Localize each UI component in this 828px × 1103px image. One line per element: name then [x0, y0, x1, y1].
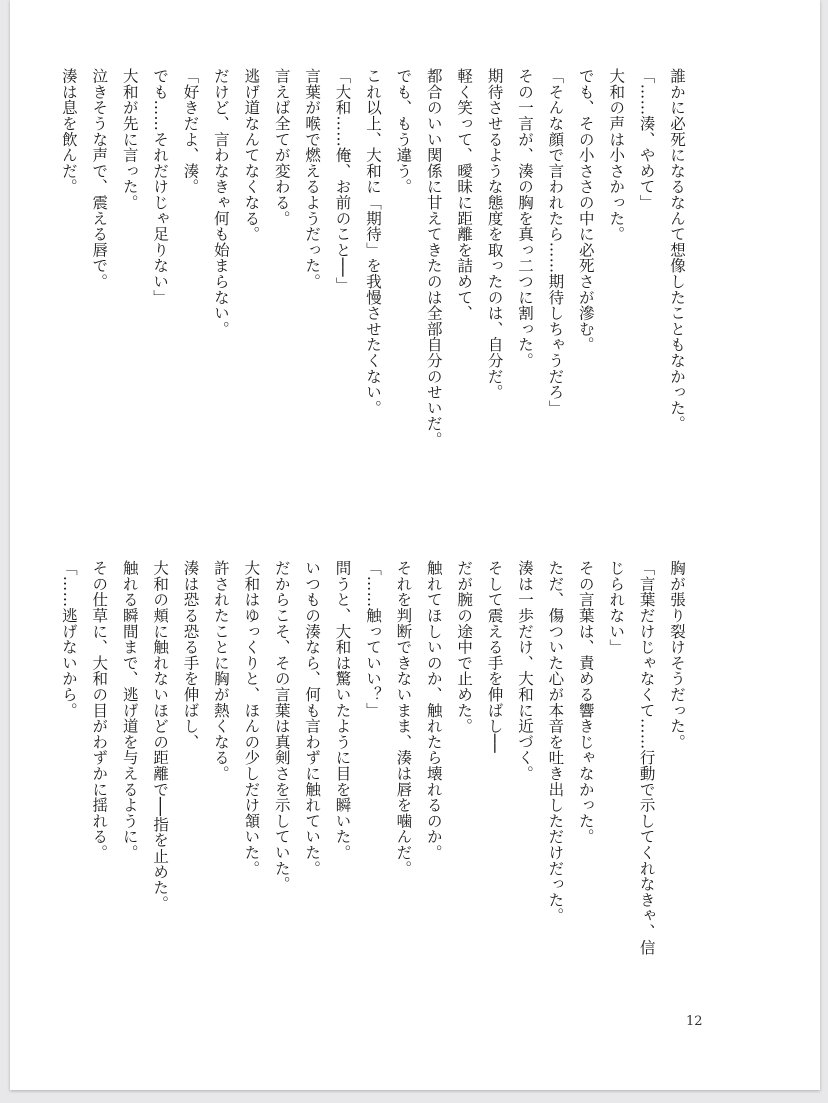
text-line: 「そんな顔で言われたら……期待しちゃうだろ」: [546, 68, 565, 416]
text-block-top: [59, 68, 692, 538]
text-line: 胸が張り裂けそうだった。: [668, 560, 686, 750]
text-line: 湊は一歩だけ、大和に近づく。: [515, 560, 534, 782]
text-line: 期待させるような態度を取ったのは、自分だ。: [485, 68, 504, 400]
text-line: その仕草に、大和の目がわずかに揺れる。: [90, 560, 109, 861]
text-line: だからこそ、その言葉は真剣さを示していた。: [272, 560, 291, 892]
text-line: その言葉は、責める響きじゃなかった。: [576, 560, 595, 845]
text-line: 大和が先に言った。: [120, 68, 139, 211]
text-line: 「……触っていい？」: [363, 560, 382, 718]
book-page: [10, 0, 820, 1090]
text-line: 「……逃げないから。: [59, 560, 78, 718]
text-line: じられない」: [607, 560, 626, 655]
text-line: 許されたことに胸が熱くなる。: [211, 560, 230, 782]
text-line: 問うと、大和は驚いたように目を瞬いた。: [333, 560, 352, 861]
text-line: 軽く笑って、曖昧に距離を詰めて、: [455, 68, 474, 321]
page-number: 12: [686, 1014, 703, 1029]
text-line: だけど、言わなきゃ何も始まらない。: [211, 68, 230, 337]
text-line: 大和の声は小さかった。: [607, 68, 626, 242]
text-line: 湊は息を飲んだ。: [59, 68, 78, 195]
text-line: 言えば全てが変わる。: [272, 68, 291, 226]
text-line: だが腕の途中で止めた。: [455, 560, 474, 734]
text-line: 「大和……俺、お前のこと──」: [333, 68, 352, 293]
text-line: でも、その小ささの中に必死さが滲む。: [576, 68, 595, 353]
text-block-bottom: [59, 560, 692, 980]
text-line: 大和はゆっくりと、ほんの少しだけ頷いた。: [242, 560, 261, 876]
text-line: その一言が、湊の胸を真っ二つに割った。: [515, 68, 534, 369]
text-line: 都合のいい関係に甘えてきたのは全部自分のせいだ。: [424, 68, 443, 448]
text-line: これ以上、大和に「期待」を我慢させたくない。: [363, 68, 382, 416]
text-line: それを判断できないまま、湊は唇を噛んだ。: [394, 560, 413, 876]
text-line: 逃げ道なんてなくなる。: [242, 68, 261, 242]
text-line: 「言葉だけじゃなくて……行動で示してくれなきゃ、信: [637, 560, 656, 955]
text-line: 触れる瞬間まで、逃げ道を与えるように。: [120, 560, 139, 861]
text-line: 泣きそうな声で、震える唇で。: [90, 68, 109, 290]
text-line: そして震える手を伸ばし──: [485, 560, 504, 754]
text-line: 触れてほしいのか、触れたら壊れるのか。: [424, 560, 443, 861]
text-line: いつもの湊なら、何も言わずに触れていた。: [303, 560, 322, 876]
text-line: 言葉が喉で燃えるようだった。: [303, 68, 322, 290]
text-line: ただ、傷ついた心が本音を吐き出しただけだった。: [546, 560, 565, 924]
text-line: 「……湊、やめて」: [637, 68, 656, 211]
text-line: でも……それだけじゃ足りない」: [151, 68, 170, 305]
text-line: 湊は恐る恐る手を伸ばし、: [181, 560, 200, 750]
text-line: 大和の頬に触れないほどの距離で──指を止めた。: [151, 560, 170, 912]
text-line: 「好きだよ、湊。: [181, 68, 200, 195]
text-line: 誰かに必死になるなんて想像したこともなかった。: [668, 68, 686, 432]
text-line: でも、もう違う。: [394, 68, 413, 195]
